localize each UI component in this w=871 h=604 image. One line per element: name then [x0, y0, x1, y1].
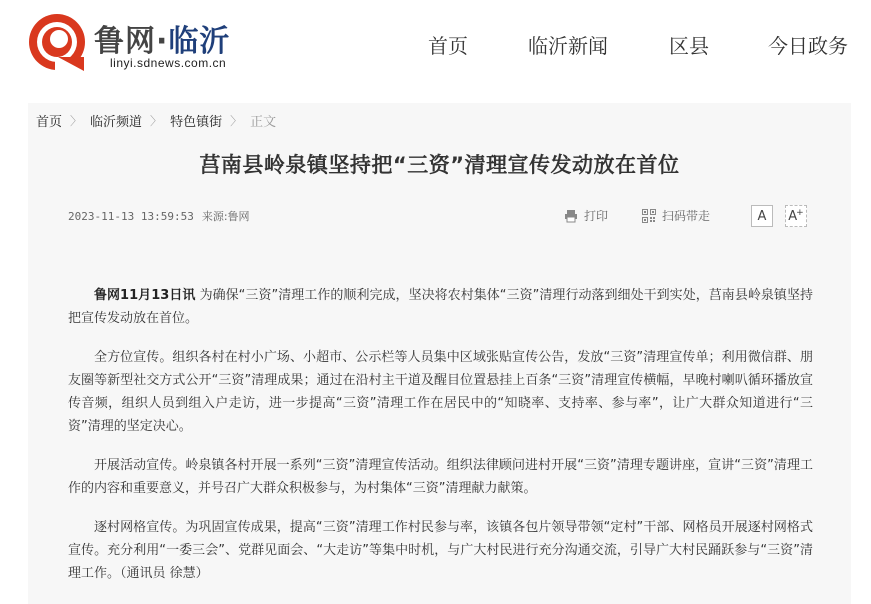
article-paragraph: 逐村网格宣传。为巩固宣传成果，提高“三资”清理工作村民参与率，该镇各包片领导带领“定村”干部、网格员开展逐村网格式宣传。充分利用“一委三会”、党群见面会、“大走访”等集中时机，与广大村民进行充分沟通交流，引导广大村民踊跃参与“三资”清理工作。（通讯员 徐慧）: [68, 520, 813, 581]
breadcrumb-home[interactable]: 首页: [36, 115, 63, 130]
print-label: 打印: [584, 209, 609, 223]
qr-code-icon: [642, 209, 656, 223]
article-source: 来源:鲁网: [201, 210, 250, 223]
breadcrumb-separator: 〉: [70, 114, 83, 128]
breadcrumb-current: 正文: [250, 115, 277, 130]
breadcrumb-separator: 〉: [150, 114, 163, 128]
article-paragraph: [68, 284, 813, 330]
nav-item-govt-affairs[interactable]: 今日政务: [768, 34, 848, 58]
article-body: [68, 284, 813, 601]
qr-code-button[interactable]: [642, 207, 710, 224]
article-paragraph: 开展活动宣传。岭泉镇各村开展一系列“三资”清理宣传活动。组织法律顾问进村开展“三资”清理专题讲座，宣讲“三资”清理工作的内容和重要意义，并号召广大群众积极参与，为村集体“三资”清理献力献策。: [68, 458, 813, 496]
breadcrumb-featured-towns[interactable]: 特色镇街: [170, 115, 223, 130]
font-decrease-icon: A: [757, 208, 767, 224]
breadcrumb-separator: 〉: [230, 114, 243, 128]
logo-brand: 鲁网: [94, 24, 156, 59]
article-panel: [28, 103, 851, 604]
site-header: [0, 0, 871, 86]
font-increase-plus: +: [796, 208, 804, 218]
breadcrumb-linyi-channel[interactable]: 临沂频道: [90, 115, 143, 130]
article-meta: [68, 208, 250, 224]
logo-url: linyi.sdnews.com.cn: [110, 56, 227, 70]
font-decrease-button[interactable]: [751, 205, 773, 227]
logo-title: [94, 16, 230, 60]
printer-icon: [564, 209, 578, 223]
site-logo[interactable]: [28, 10, 268, 78]
nav-item-linyi-news[interactable]: 临沂新闻: [528, 34, 608, 58]
logo-dot: ·: [156, 24, 169, 59]
article-paragraph: 全方位宣传。组织各村在村小广场、小超市、公示栏等人员集中区域张贴宣传公告，发放“三资”清理宣传单；利用微信群、朋友圈等新型社交方式公开“三资”清理成果；通过在沿村主干道及醒目位置悬挂上百条“三资”清理宣传横幅，早晚村喇叭循环播放宣传音频，组织人员到组入户走访，进一步提高“三资”清理工作在居民中的“知晓率、支持率、参与率”，让广大群众知道进行“三资”清理的坚定决心。: [68, 350, 813, 434]
qr-code-label: 扫码带走: [662, 209, 711, 223]
article-datetime: 2023-11-13 13:59:53: [68, 210, 194, 223]
article-paragraph-text: 为确保“三资”清理工作的顺利完成，坚决将农村集体“三资”清理行动落到细处干到实处，莒南县岭泉镇坚持把宣传发动放在首位。: [68, 288, 813, 326]
breadcrumb: [36, 111, 276, 130]
font-increase-icon: A: [788, 208, 798, 224]
article-title: 莒南县岭泉镇坚持把“三资”清理宣传发动放在首位: [199, 153, 680, 177]
print-button[interactable]: [564, 207, 608, 224]
nav-item-counties[interactable]: 区县: [669, 34, 709, 58]
logo-mark-icon: [28, 13, 86, 71]
nav-item-home[interactable]: 首页: [428, 34, 468, 58]
font-increase-button[interactable]: [785, 205, 807, 227]
logo-city: 临沂: [168, 24, 231, 59]
article-lead: 鲁网11月13日讯: [94, 288, 196, 303]
